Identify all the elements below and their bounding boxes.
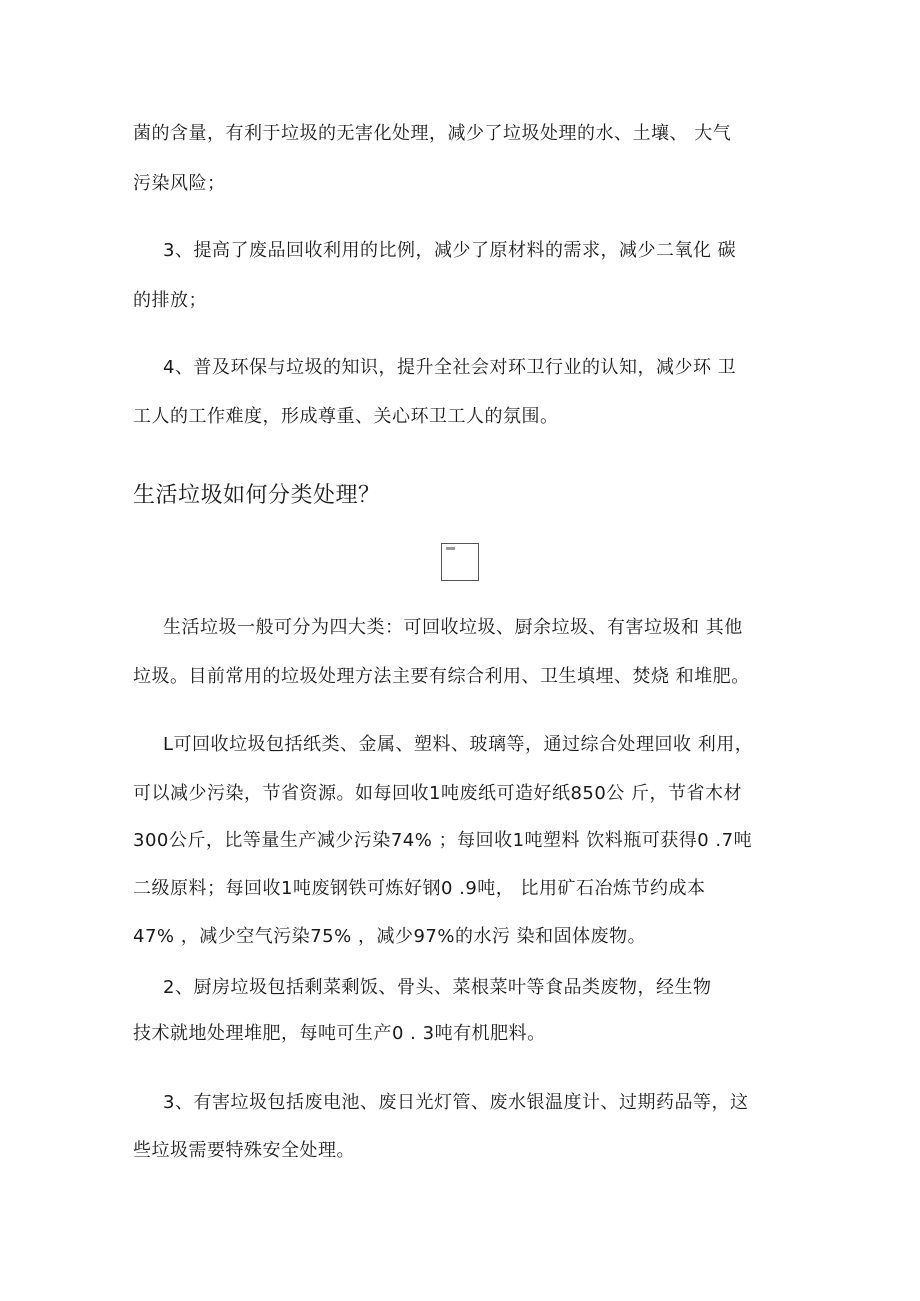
image-placeholder-icon [441, 543, 479, 581]
paragraph-line: 300公斤，比等量生产减少污染74% ；每回收1吨塑料 饮料瓶可获得0 .7吨 [133, 830, 753, 851]
paragraph-line: 的排放； [133, 290, 207, 311]
paragraph-line: 3、有害垃圾包括废电池、废日光灯管、废水银温度计、过期药品等，这 [163, 1092, 749, 1113]
paragraph-line: 生活垃圾一般可分为四大类：可回收垃圾、厨余垃圾、有害垃圾和 其他 [163, 617, 743, 638]
paragraph-line: 些垃圾需要特殊安全处理。 [133, 1140, 355, 1161]
section-heading: 生活垃圾如何分类处理？ [133, 483, 381, 508]
paragraph-line: 工人的工作难度，形成尊重、关心环卫工人的氛围。 [133, 406, 559, 427]
paragraph-line: 47% ，减少空气污染75% ，减少97%的水污 染和固体废物。 [133, 926, 647, 947]
paragraph-line: 4、普及环保与垃圾的知识，提升全社会对环卫行业的认知，减少环 卫 [163, 357, 737, 378]
paragraph-line: 垃圾。目前常用的垃圾处理方法主要有综合利用、卫生填埋、焚烧 和堆肥。 [133, 666, 750, 687]
broken-image-mark [446, 547, 455, 550]
paragraph-line: 污染风险； [133, 173, 226, 194]
paragraph-line: 技术就地处理堆肥，每吨可生产0 . 3吨有机肥料。 [133, 1023, 546, 1044]
paragraph-line: 3、提高了废品回收利用的比例，减少了原材料的需求，减少二氧化 碳 [163, 240, 737, 261]
paragraph-line: L可回收垃圾包括纸类、金属、塑料、玻璃等，通过综合处理回收 利用， [163, 734, 754, 755]
paragraph-line: 2、厨房垃圾包括剩菜剩饭、骨头、菜根菜叶等食品类废物，经生物 [163, 977, 712, 998]
paragraph-line: 菌的含量，有利于垃圾的无害化处理，减少了垃圾处理的水、土壤、 大气 [133, 123, 732, 144]
paragraph-line: 可以减少污染，节省资源。如每回收1吨废纸可造好纸850公 斤，节省木材 [133, 783, 743, 804]
paragraph-line: 二级原料；每回收1吨废钢铁可炼好钢0 .9吨， 比用矿石冶炼节约成本 [133, 878, 706, 899]
